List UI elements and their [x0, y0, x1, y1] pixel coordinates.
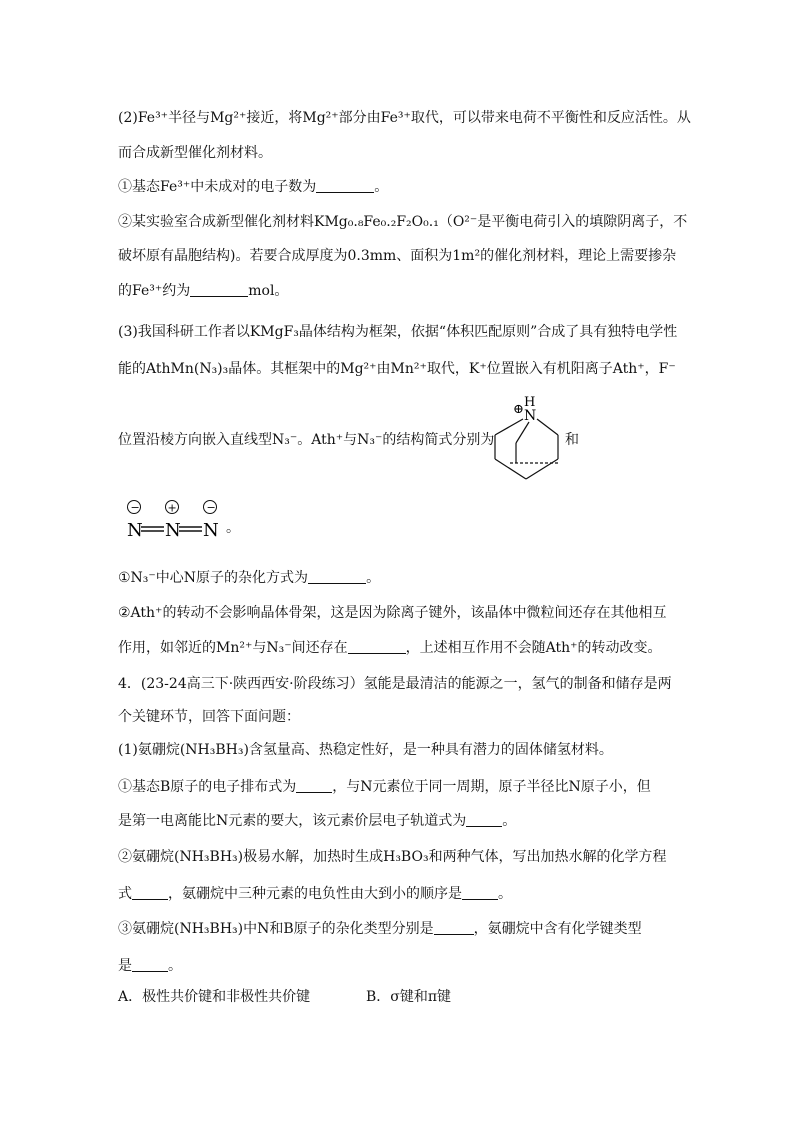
answer-blank[interactable] — [348, 639, 406, 654]
azide-n2-label: N — [165, 520, 181, 541]
answer-blank[interactable] — [462, 885, 498, 900]
question-4-header: 4．(23-24高三下·陕西西安·阶段练习）氢能是最清洁的能源之一，氢气的制备和储存是两 — [118, 676, 672, 692]
ath-h-label: H — [524, 395, 536, 410]
question-bond-type: 是 。 — [118, 958, 182, 974]
question-hybridization: ③氨硼烷(NH₃BH₃)中N和B原子的杂化类型分别是 ，氨硼烷中含有化学键类型 — [118, 921, 642, 937]
question-b-config: ①基态B原子的电子排布式为 ，与N元素位于同一周期，原子半径比N原子小，但 — [118, 779, 651, 795]
azide-minus-charge: − — [206, 501, 216, 514]
text-line-16: (1)氨硼烷(NH₃BH₃)含氢量高、热稳定性好，是一种具有潜力的固体储氢材料。 — [118, 742, 613, 758]
ath-plus-sign: ⊕ — [513, 402, 524, 417]
answer-blank[interactable] — [132, 885, 168, 900]
option-a[interactable]: A．极性共价键和非极性共价键 — [118, 989, 311, 1005]
answer-blank[interactable] — [316, 178, 374, 193]
text-line-5: 破坏原有晶胞结构)。若要合成厚度为0.3mm、面积为1m²的催化剂材料，理论上需要掺杂 — [118, 248, 677, 264]
answer-blank[interactable] — [296, 778, 332, 793]
answer-blank[interactable] — [308, 569, 366, 584]
azide-minus-charge: − — [130, 501, 140, 514]
question-equation: 式 ，氨硼烷中三种元素的电负性由大到小的顺序是 。 — [118, 886, 512, 902]
ath-n-label: N — [524, 408, 537, 424]
ath-structure-diagram — [490, 393, 570, 485]
answer-blank[interactable] — [132, 957, 168, 972]
text-line-15: 个关键环节，回答下面问题： — [118, 709, 300, 725]
question-azide-hybridization: ①N₃⁻中心N原子的杂化方式为 。 — [118, 570, 381, 586]
answer-blank[interactable] — [190, 282, 248, 297]
option-b[interactable]: B．σ键和π键 — [366, 989, 452, 1005]
answer-blank[interactable] — [466, 812, 502, 827]
azide-n1-label: N — [127, 520, 143, 541]
text-line-8: 能的AthMn(N₃)₃晶体。其框架中的Mg²⁺由Mn²⁺取代，K⁺位置嵌入有机阳离子Ath⁺，F⁻ — [118, 361, 676, 377]
text-line-9: 位置沿棱方向嵌入直线型N₃⁻。Ath⁺与N₃⁻的结构简式分别为 — [118, 432, 495, 448]
text-line-1: (2)Fe³⁺半径与Mg²⁺接近，将Mg²⁺部分由Fe³⁺取代，可以带来电荷不平衡性和反应活性。从 — [118, 110, 691, 126]
azide-plus-charge: + — [167, 501, 177, 515]
question-interaction: 作用，如邻近的Mn²⁺与N₃⁻间还存在 ，上述相互作用不会随Ath⁺的转动改变。 — [118, 640, 662, 656]
answer-blank[interactable] — [434, 920, 474, 935]
text-line-4: ②某实验室合成新型催化剂材料KMg₀.₈Fe₀.₂F₂O₀.₁（O²⁻是平衡电荷引入的填隙阴离子，不 — [118, 214, 688, 230]
question-fe-doping: 的Fe³⁺约为 mol。 — [118, 283, 289, 299]
azide-structure-diagram — [122, 498, 222, 542]
text-line-19: ②氨硼烷(NH₃BH₃)极易水解，加热时生成H₃BO₃和两种气体，写出加热水解的化学方程 — [118, 849, 667, 865]
text-line-7: (3)我国科研工作者以KMgF₃晶体结构为框架，依据“体积匹配原则”合成了具有独特电学性 — [118, 324, 678, 340]
azide-n3-label: N — [203, 520, 219, 541]
question-orbital: 是第一电离能比N元素的要大，该元素价层电子轨道式为 。 — [118, 813, 517, 829]
text-line-2: 而合成新型催化剂材料。 — [118, 145, 272, 161]
question-unpaired-electrons: ①基态Fe³⁺中未成对的电子数为 。 — [118, 179, 389, 195]
text-line-12: ②Ath⁺的转动不会影响晶体骨架，这是因为除离子键外，该晶体中微粒间还存在其他相互 — [118, 605, 667, 621]
text-line-9-and: 和 — [565, 432, 579, 448]
azide-period: 。 — [226, 520, 240, 536]
